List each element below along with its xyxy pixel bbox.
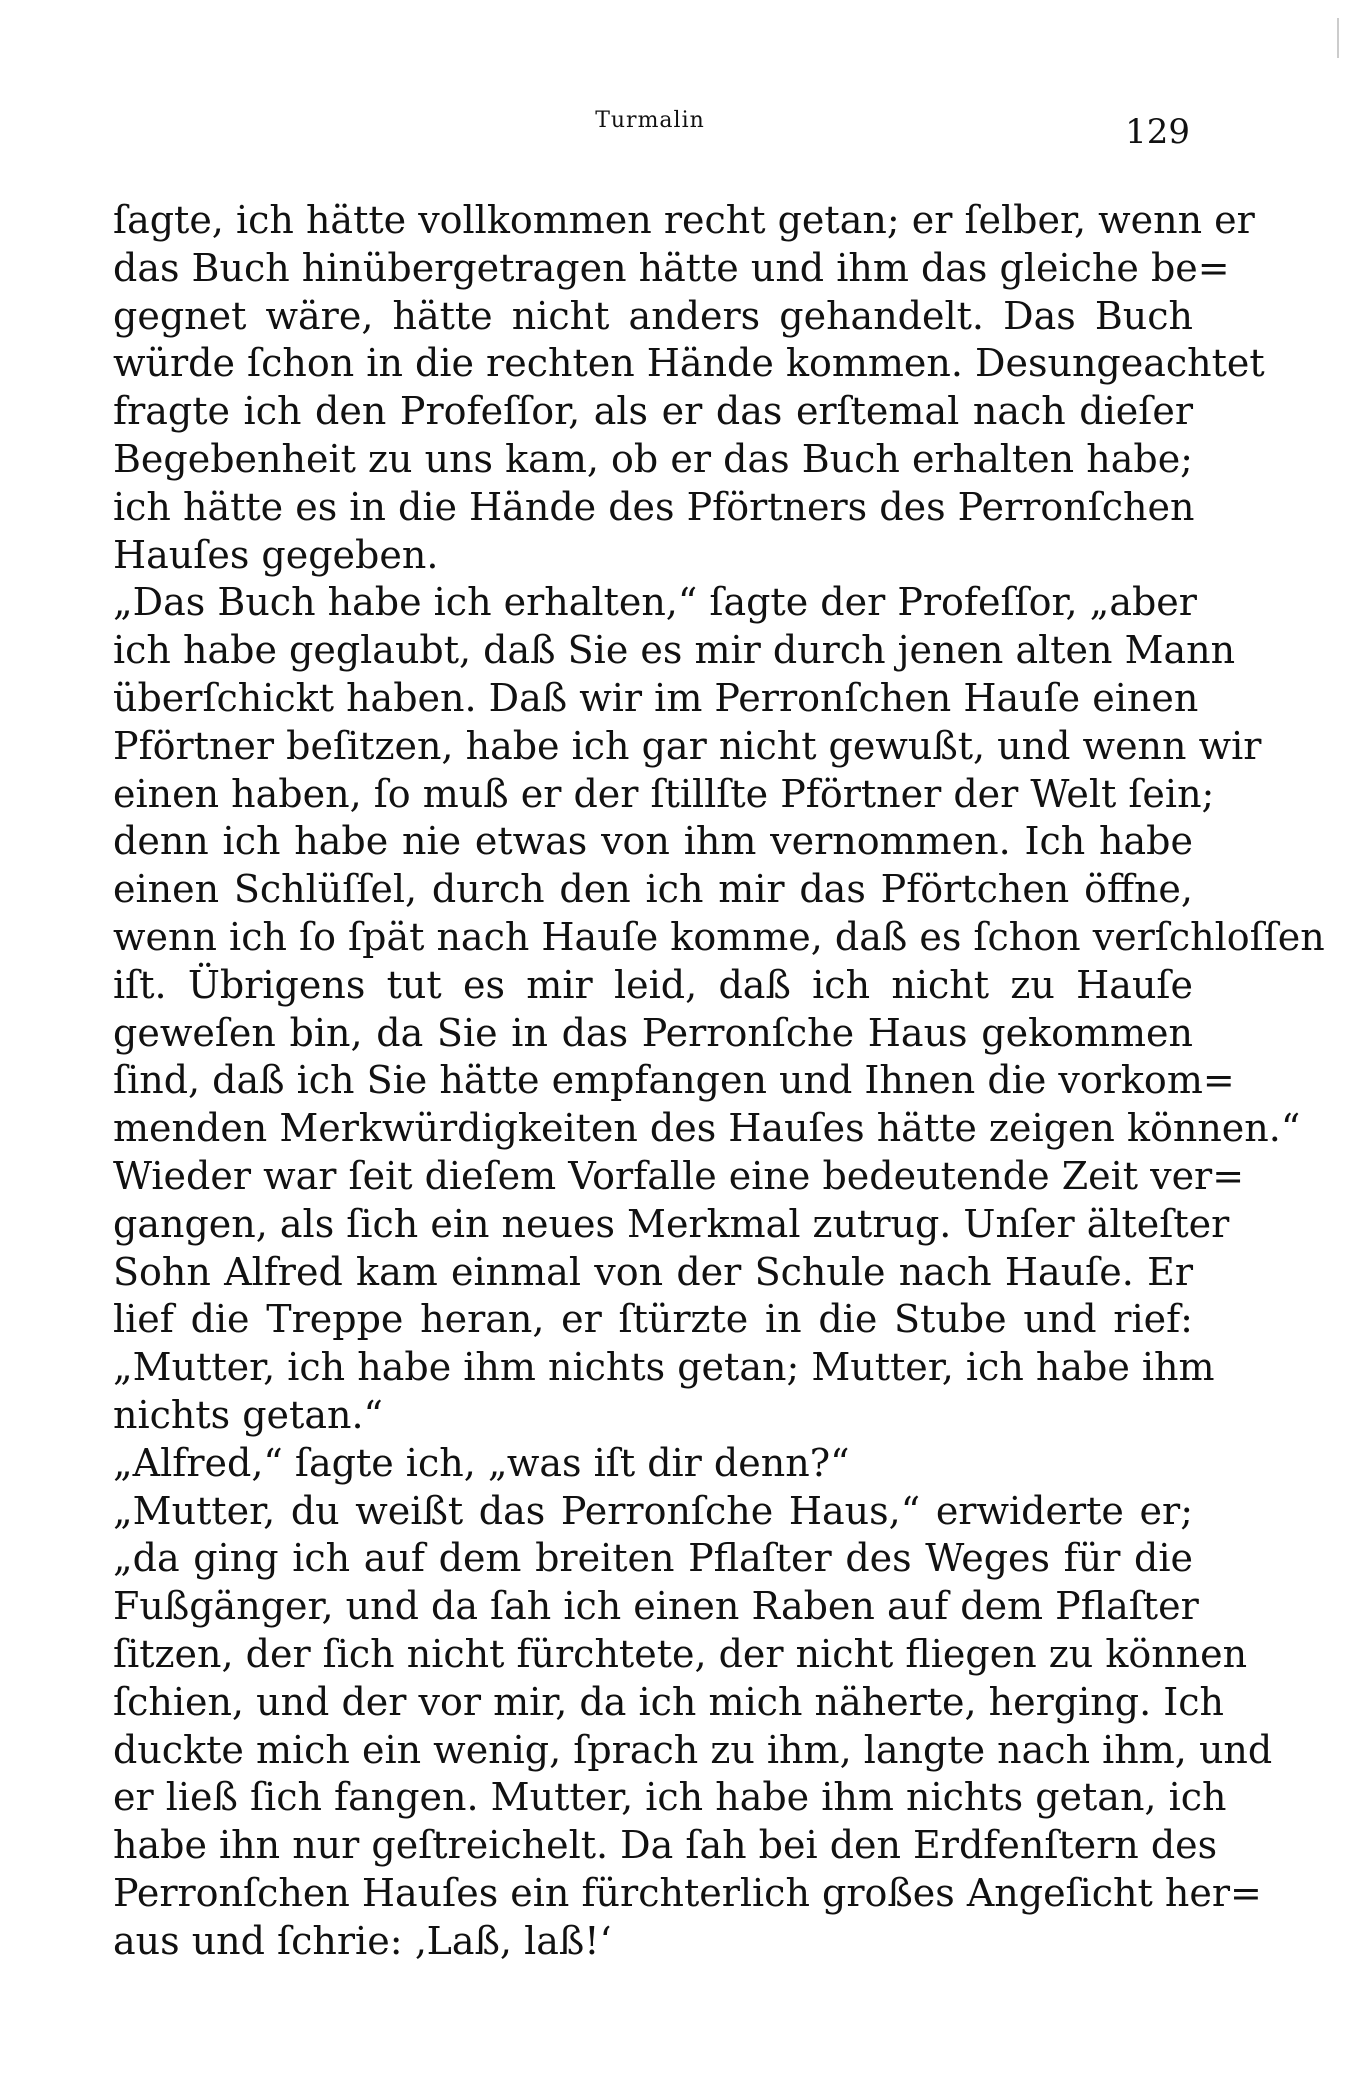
text-line: einen Schlüſſel, durch den ich mir das Pförtchen öffne, (113, 867, 1193, 912)
scan-edge-mark (1337, 18, 1339, 58)
text-line: ich habe geglaubt, daß Sie es mir durch jenen alten Mann (113, 628, 1236, 673)
text-line: fragte ich den Profeſſor, als er das erſtemal nach dieſer (113, 389, 1193, 434)
text-line: wenn ich ſo ſpät nach Hauſe komme, daß es ſchon verſchloſſen (113, 914, 1325, 959)
text-line: denn ich habe nie etwas von ihm vernommen. Ich habe (113, 819, 1193, 864)
text-line: aus und ſchrie: ‚Laß, laß!‘ (113, 1918, 612, 1963)
running-head (110, 108, 1190, 152)
text-line: geweſen bin, da Sie in das Perronſche Haus gekommen (113, 1010, 1193, 1055)
text-line: das Buch hinübergetragen hätte und ihm das gleiche be= (113, 245, 1230, 290)
text-line: „Mutter, du weißt das Perronſche Haus,“ erwiderte er; (113, 1488, 1193, 1533)
text-line: Begebenheit zu uns kam, ob er das Buch erhalten habe; (113, 436, 1193, 481)
text-line: ſitzen, der ſich nicht fürchtete, der nicht fliegen zu können (113, 1631, 1248, 1676)
text-line: Fußgänger, und da ſah ich einen Raben auf dem Pflaſter (113, 1584, 1199, 1629)
body-text (113, 197, 1325, 1965)
page-number: 129 (1125, 112, 1190, 152)
text-line: gegnet wäre, hätte nicht anders gehandelt. Das Buch (113, 293, 1193, 338)
text-line: iſt. Übrigens tut es mir leid, daß ich nicht zu Hauſe (113, 962, 1193, 1007)
text-line: ich hätte es in die Hände des Pförtners des Perronſchen (113, 484, 1195, 529)
text-line: Wieder war ſeit dieſem Vorfalle eine bedeutende Zeit ver= (113, 1153, 1245, 1198)
text-line: würde ſchon in die rechten Hände kommen. Desungeachtet (113, 341, 1265, 386)
text-line: Pförtner beſitzen, habe ich gar nicht gewußt, und wenn wir (113, 723, 1262, 768)
text-line: nichts getan.“ (113, 1392, 383, 1437)
text-line: gangen, als ſich ein neues Merkmal zutrug. Unſer älteſter (113, 1201, 1230, 1246)
text-line: er ließ ſich fangen. Mutter, ich habe ihm nichts getan, ich (113, 1775, 1227, 1820)
text-line: überſchickt haben. Daß wir im Perronſchen Hauſe einen (113, 675, 1199, 720)
text-line: ſagte, ich hätte vollkommen recht getan; er ſelber, wenn er (113, 198, 1255, 242)
text-line: habe ihn nur geſtreichelt. Da ſah bei den Erdfenſtern des (113, 1823, 1218, 1868)
text-line: duckte mich ein wenig, ſprach zu ihm, langte nach ihm, und (113, 1727, 1273, 1772)
text-line: lief die Treppe heran, er ſtürzte in die Stube und rief: (113, 1297, 1193, 1342)
text-line: ſind, daß ich Sie hätte empfangen und Ihnen die vorkom= (113, 1058, 1235, 1103)
text-line: einen haben, ſo muß er der ſtillſte Pförtner der Welt ſein; (113, 771, 1215, 816)
text-line: „Alfred,“ ſagte ich, „was iſt dir denn?“ (113, 1440, 850, 1485)
text-line: „da ging ich auf dem breiten Pflaſter des Weges für die (113, 1536, 1193, 1581)
running-title: Turmalin (595, 108, 705, 133)
text-line: menden Merkwürdigkeiten des Hauſes hätte zeigen können.“ (113, 1106, 1301, 1151)
text-line: ſchien, und der vor mir, da ich mich näherte, herging. Ich (113, 1679, 1224, 1724)
text-line: Sohn Alfred kam einmal von der Schule nach Hauſe. Er (113, 1249, 1193, 1294)
text-line: Perronſchen Hauſes ein fürchterlich großes Angeſicht her= (113, 1870, 1262, 1915)
text-line: „Das Buch habe ich erhalten,“ ſagte der Profeſſor, „aber (113, 580, 1197, 625)
text-line: Hauſes gegeben. (113, 532, 439, 577)
text-line: „Mutter, ich habe ihm nichts getan; Mutter, ich habe ihm (113, 1345, 1215, 1390)
